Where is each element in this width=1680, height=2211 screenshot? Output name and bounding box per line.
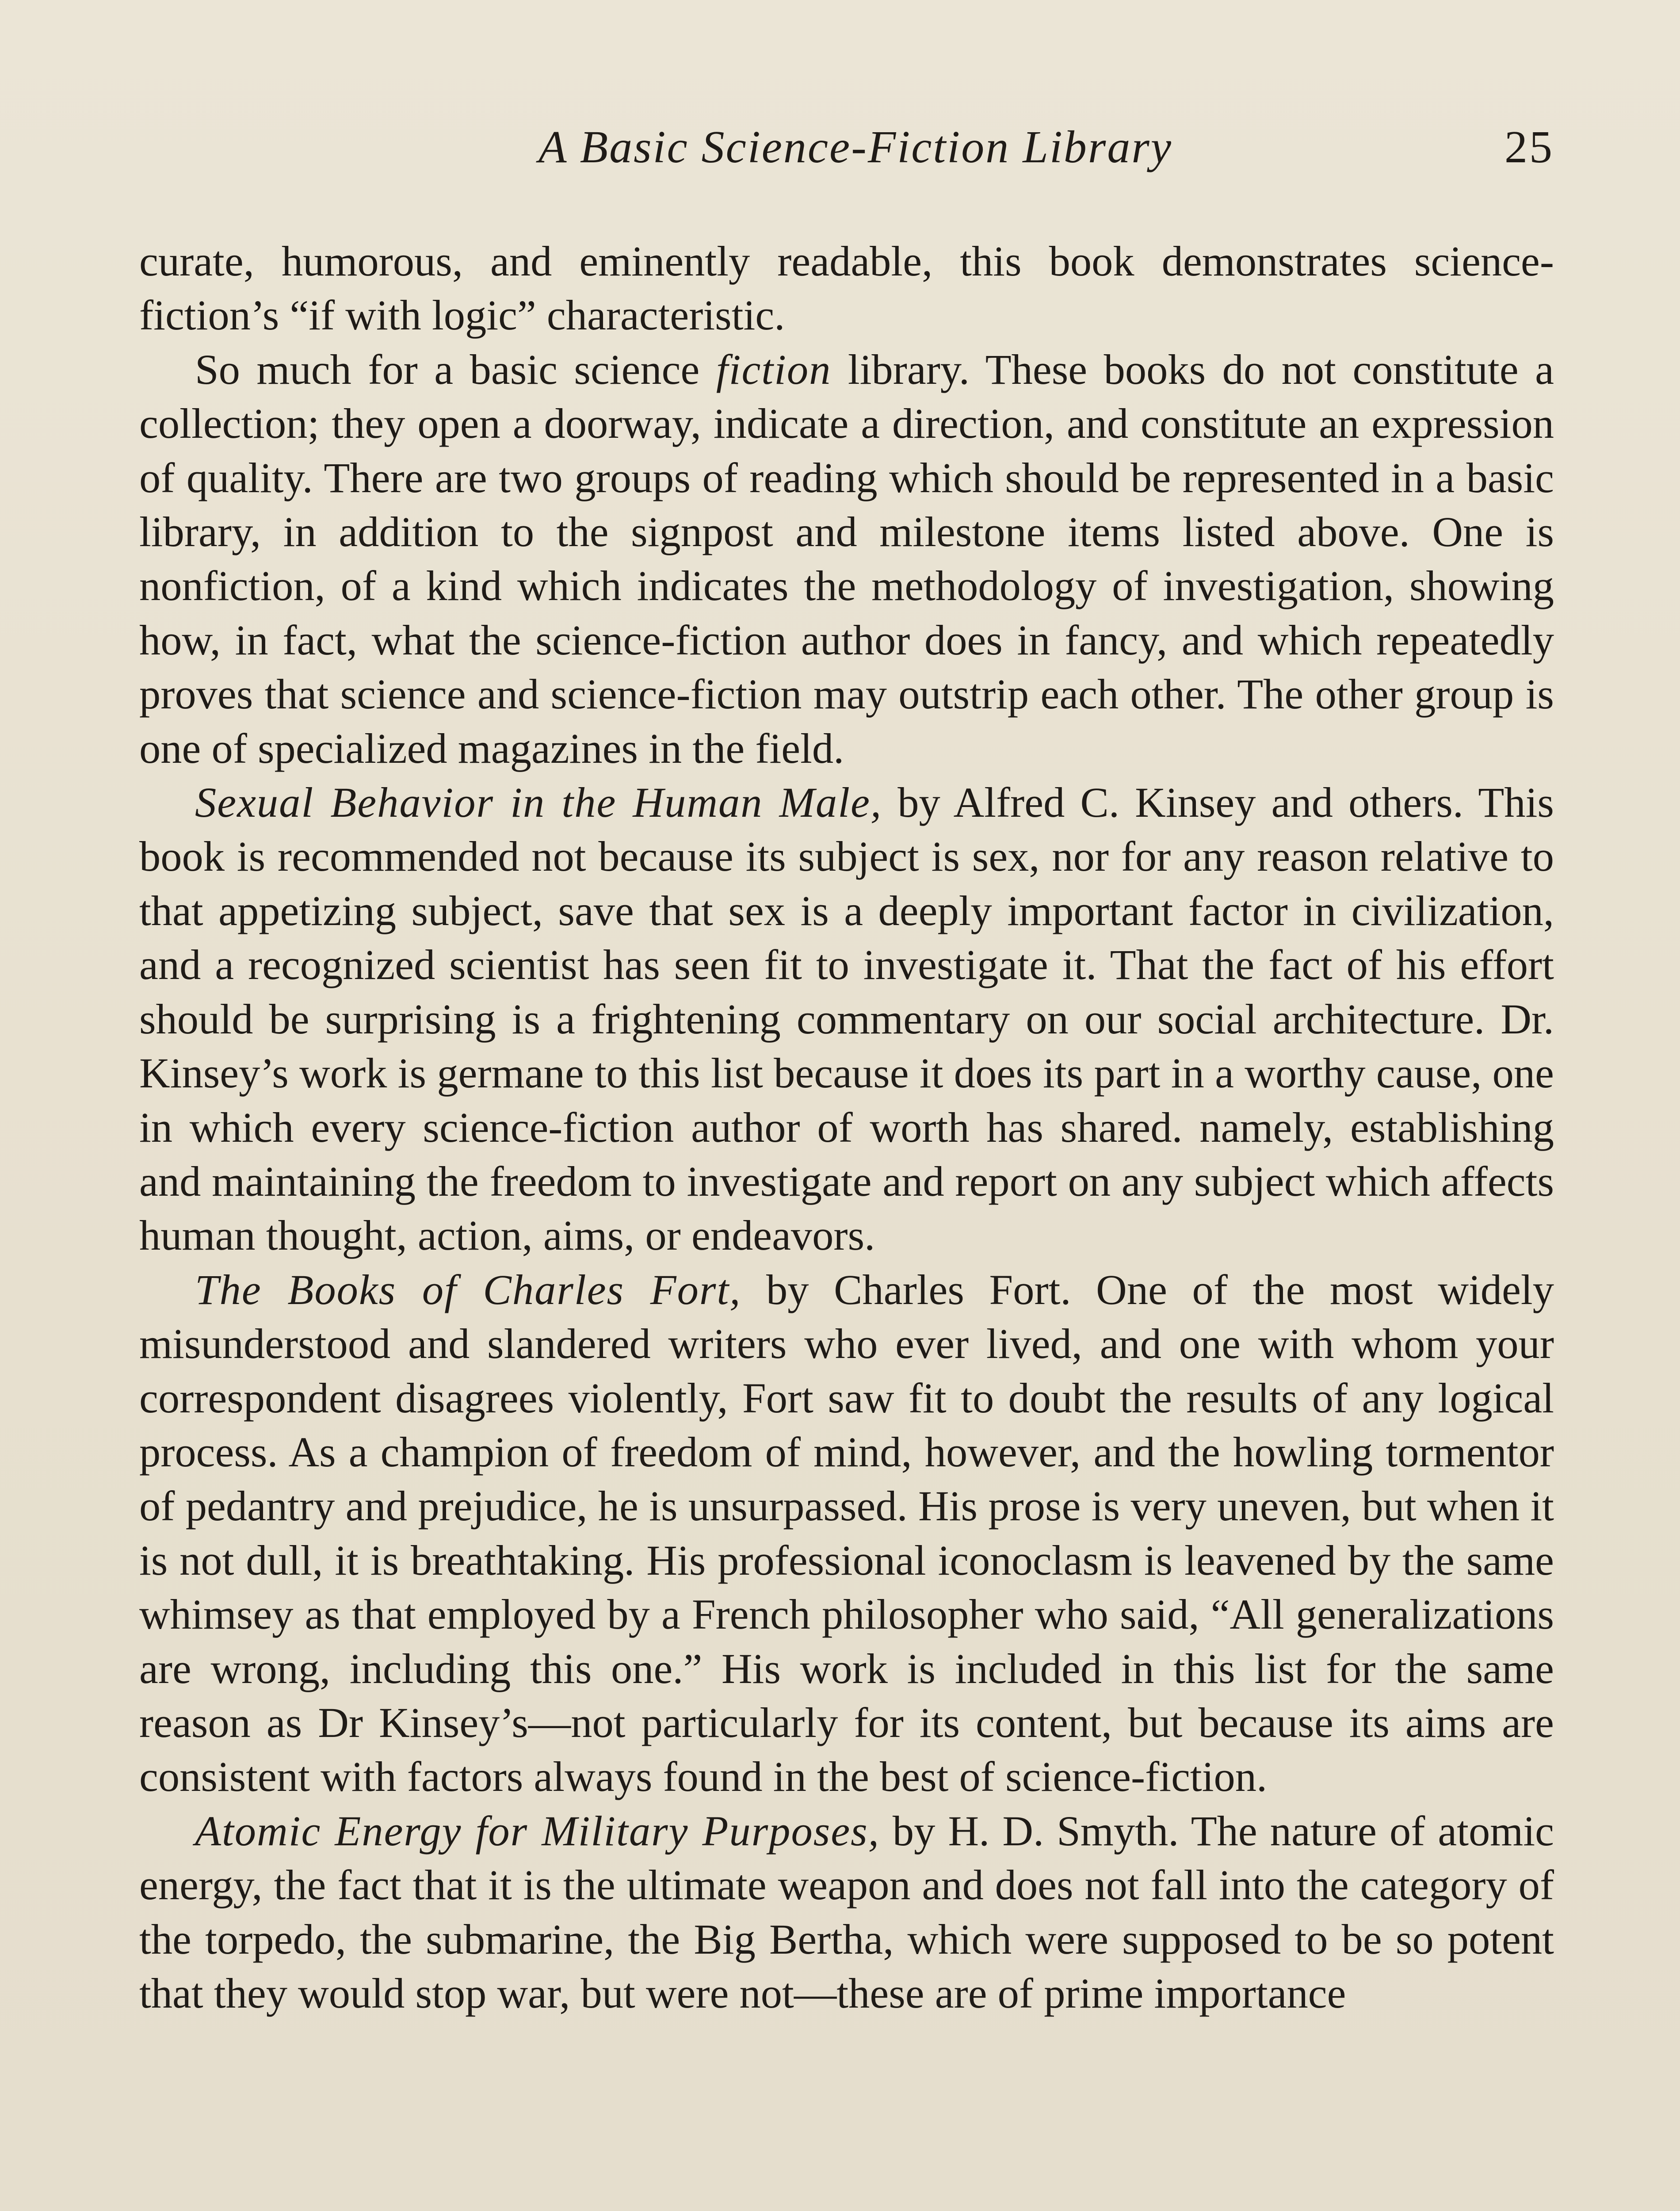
book-title: Atomic Energy for Military Purposes, (195, 1807, 880, 1855)
paragraph-basic-library (139, 343, 1554, 776)
paragraph-fort (139, 1263, 1554, 1804)
book-title: The Books of Charles Fort, (195, 1266, 741, 1313)
book-title: Sexual Behavior in the Human Male, (195, 779, 882, 826)
running-title: A Basic Science-Fiction Library (538, 122, 1173, 172)
paragraph-text: So much for a basic science (195, 345, 716, 393)
paragraph-text: by Charles Fort. One of the most widely misunderstood and slandered writers who ever lived, and one with whom your correspondent disagrees violently, Fort saw fit to doubt the results of any logical process. As a champion of freedom of mind, however, and the howling tormentor of pedantry and prejudice, he is unsurpassed. His prose is very uneven, but when it is not dull, it is breathtaking. His professional iconoclasm is leavened by the same whimsey as that employed by a French philosopher who said, “All generalizations are wrong, including this one.” His work is included in this list for the same reason as Dr Kinsey’s—not particularly for its content, but because its aims are consistent with factors always found in the best of science-fiction. (139, 1266, 1554, 1801)
paragraph-kinsey (139, 776, 1554, 1263)
paragraph-text: by Alfred C. Kinsey and others. This book is recommended not because its subject is sex, nor for any reason relative to that appetizing subject, save that sex is a deeply important factor in civilization, and a recognized scientist has seen fit to investigate it. That the fact of his effort should be surprising is a frightening commentary on our social architecture. Dr. Kinsey’s work is germane to this list because it does its part in a worthy cause, one in which every science-fiction author of worth has shared. namely, establishing and maintaining the freedom to investigate and report on any subject which affects human thought, action, aims, or endeavors. (139, 779, 1554, 1259)
page-number: 25 (1504, 122, 1554, 172)
paragraph-continued (139, 234, 1554, 343)
paragraph-smyth (139, 1804, 1554, 2021)
paragraph-text: curate, humorous, and eminently readable, this book demonstrates science-fiction’s “if with logic” characteristic. (139, 237, 1554, 339)
paragraph-text: library. These books do not constitute a collection; they open a doorway, indicate a direction, and constitute an expression of quality. There are two groups of reading which should be represented in a basic library, in addition to the signpost and milestone items listed above. One is nonfiction, of a kind which indicates the methodology of investigation, showing how, in fact, what the science-fiction author does in fancy, and which repeatedly proves that science and science-fiction may outstrip each other. The other group is one of specialized magazines in the field. (139, 345, 1554, 772)
body-text (139, 234, 1554, 2020)
emphasis-fiction: fiction (716, 345, 832, 393)
paragraph-text: by H. D. Smyth. The nature of atomic energy, the fact that it is the ultimate weapon and does not fall into the category of the torpedo, the submarine, the Big Bertha, which were supposed to be so potent that they would stop war, but were not—these are of prime importance (139, 1807, 1554, 2017)
running-head (139, 119, 1554, 176)
